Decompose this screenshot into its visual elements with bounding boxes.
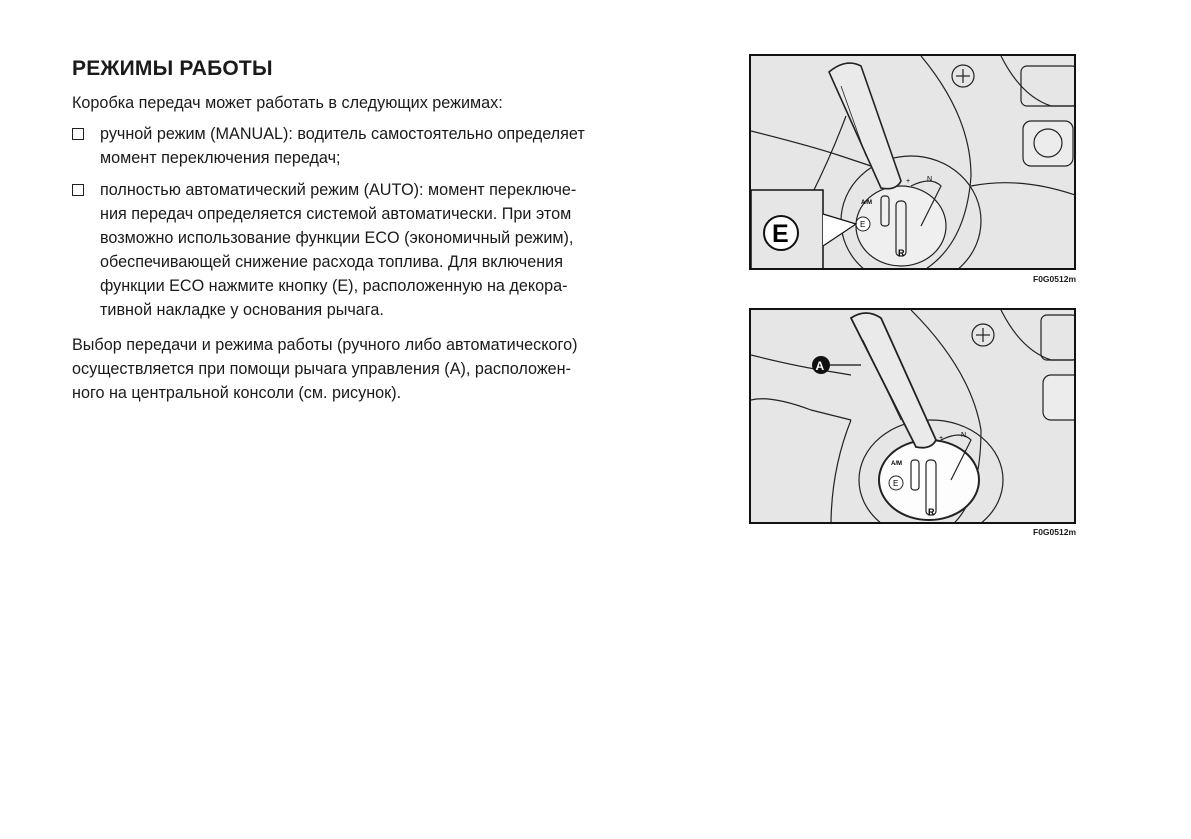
bullet-2-line: возможно использование функции ECO (экономичный режим), bbox=[100, 229, 574, 247]
checkbox-bullet-icon bbox=[72, 184, 84, 196]
intro-text: Коробка передач может работать в следующих режимах: bbox=[72, 94, 503, 112]
label-r: R bbox=[928, 507, 935, 517]
callout-e: E bbox=[772, 220, 789, 248]
bullet-2-line: ния передач определяется системой автоматически. При этом bbox=[100, 205, 572, 223]
bullet-2-line: обеспечивающей снижение расхода топлива. Для включения bbox=[100, 253, 563, 271]
label-r: R bbox=[898, 248, 905, 258]
figure-gear-lever-a bbox=[749, 308, 1076, 524]
gear-lever-illustration bbox=[751, 310, 1076, 524]
label-plus: + bbox=[939, 435, 944, 442]
label-am: A/M bbox=[861, 200, 872, 206]
outro-line: Выбор передачи и режима работы (ручного либо автоматического) bbox=[72, 336, 578, 354]
checkbox-bullet-icon bbox=[72, 128, 84, 140]
bullet-1-line: момент переключения передач; bbox=[100, 149, 341, 167]
bullet-2-line: функции ECO нажмите кнопку (E), расположенную на декора- bbox=[100, 277, 568, 295]
bullet-2-line: полностью автоматический режим (AUTO): момент переключе- bbox=[100, 181, 577, 199]
gear-lever-illustration bbox=[751, 56, 1076, 270]
bullet-2-line: тивной накладке у основания рычага. bbox=[100, 301, 384, 319]
button-e-label: E bbox=[860, 220, 866, 229]
figure-caption: F0G0512m bbox=[1033, 527, 1076, 537]
bullet-1-line: ручной режим (MANUAL): водитель самостоятельно определяет bbox=[100, 125, 585, 143]
figure-gear-selector-eco bbox=[749, 54, 1076, 270]
outro-line: осуществляется при помощи рычага управления (A), расположен- bbox=[72, 360, 571, 378]
label-plus: + bbox=[906, 178, 911, 185]
outro-line: ного на центральной консоли (см. рисунок). bbox=[72, 384, 402, 402]
button-e-label: E bbox=[893, 479, 899, 488]
label-am: A/M bbox=[891, 461, 902, 467]
figure-caption: F0G0512m bbox=[1033, 274, 1076, 284]
label-n: N bbox=[961, 432, 967, 439]
page-title: РЕЖИМЫ РАБОТЫ bbox=[72, 57, 273, 80]
label-n: N bbox=[927, 176, 933, 183]
callout-a: A bbox=[815, 359, 825, 373]
